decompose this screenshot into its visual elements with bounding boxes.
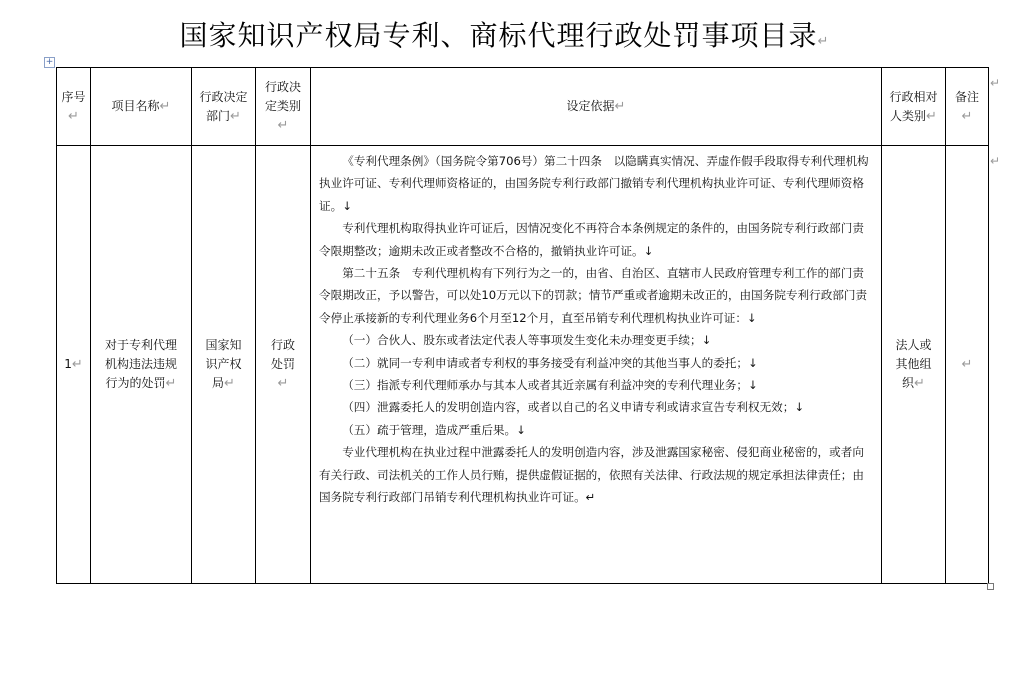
header-category: 行政决定类别↵ [256, 68, 311, 146]
basis-paragraph: （二）就同一专利申请或者专利权的事务接受有利益冲突的其他当事人的委托；↓ [342, 355, 758, 370]
cell-name: 对于专利代理机构违法违规行为的处罚↵ [91, 146, 192, 584]
header-dept: 行政决定部门↵ [192, 68, 256, 146]
page-title [0, 14, 1009, 54]
penalty-table [56, 67, 989, 584]
table-move-handle-icon[interactable]: + [45, 57, 54, 67]
basis-paragraph: 《专利代理条例》（国务院令第706号）第二十四条 以隐瞒真实情况、弄虚作假手段取得专利代理机构执业许可证、专利代理师资格证的，由国务院专利行政部门撤销专利代理机构执业许可证、专利代理师资格证。↓ [319, 154, 869, 213]
header-name: 项目名称↵ [91, 68, 192, 146]
table-resize-handle-icon[interactable] [987, 583, 994, 590]
basis-paragraph: （四）泄露委托人的发明创造内容，或者以自己的名义申请专利或请求宣告专利权无效；↓ [342, 400, 805, 415]
header-party: 行政相对人类别↵ [882, 68, 946, 146]
cell-note: ↵ [946, 146, 989, 584]
basis-paragraph: 第二十五条 专利代理机构有下列行为之一的，由省、自治区、直辖市人民政府管理专利工作的部门责令限期改正，予以警告，可以处10万元以下的罚款；情节严重或者逾期未改正的，由国务院专利行政部门责令停止承接新的专利代理业务6个月至12个月，直至吊销专利代理机构执业许可证：↓ [319, 266, 868, 325]
row-end-mark: ↵ [990, 76, 1001, 90]
basis-paragraph: （三）指派专利代理师承办与其本人或者其近亲属有利益冲突的专利代理业务；↓ [342, 378, 758, 393]
table-header-row [57, 68, 989, 146]
cell-basis [311, 146, 882, 584]
cell-party: 法人或其他组织↵ [882, 146, 946, 584]
paragraph-mark: ↵ [817, 34, 830, 49]
row-end-mark: ↵ [990, 154, 1001, 168]
header-seq: 序号↵ [57, 68, 91, 146]
basis-paragraph: （一）合伙人、股东或者法定代表人等事项发生变化未办理变更手续；↓ [342, 333, 712, 348]
cell-dept: 国家知识产权局↵ [192, 146, 256, 584]
header-note: 备注↵ [946, 68, 989, 146]
cell-category: 行政处罚↵ [256, 146, 311, 584]
title-text: 国家知识产权局专利、商标代理行政处罚事项目录 [179, 19, 818, 52]
basis-paragraph: （五）疏于管理，造成严重后果。↓ [342, 422, 526, 437]
cell-seq: 1↵ [57, 146, 91, 584]
table-row [57, 146, 989, 584]
basis-paragraph: 专业代理机构在执业过程中泄露委托人的发明创造内容，涉及泄露国家秘密、侵犯商业秘密的，或者向有关行政、司法机关的工作人员行贿，提供虚假证据的，依照有关法律、行政法规的规定承担法律责任；由国务院专利行政部门吊销专利代理机构执业许可证。↵ [319, 445, 864, 505]
basis-paragraph: 专利代理机构取得执业许可证后，因情况变化不再符合本条例规定的条件的，由国务院专利行政部门责令限期整改；逾期未改正或者整改不合格的，撤销执业许可证。↓ [319, 221, 864, 258]
header-basis: 设定依据↵ [311, 68, 882, 146]
